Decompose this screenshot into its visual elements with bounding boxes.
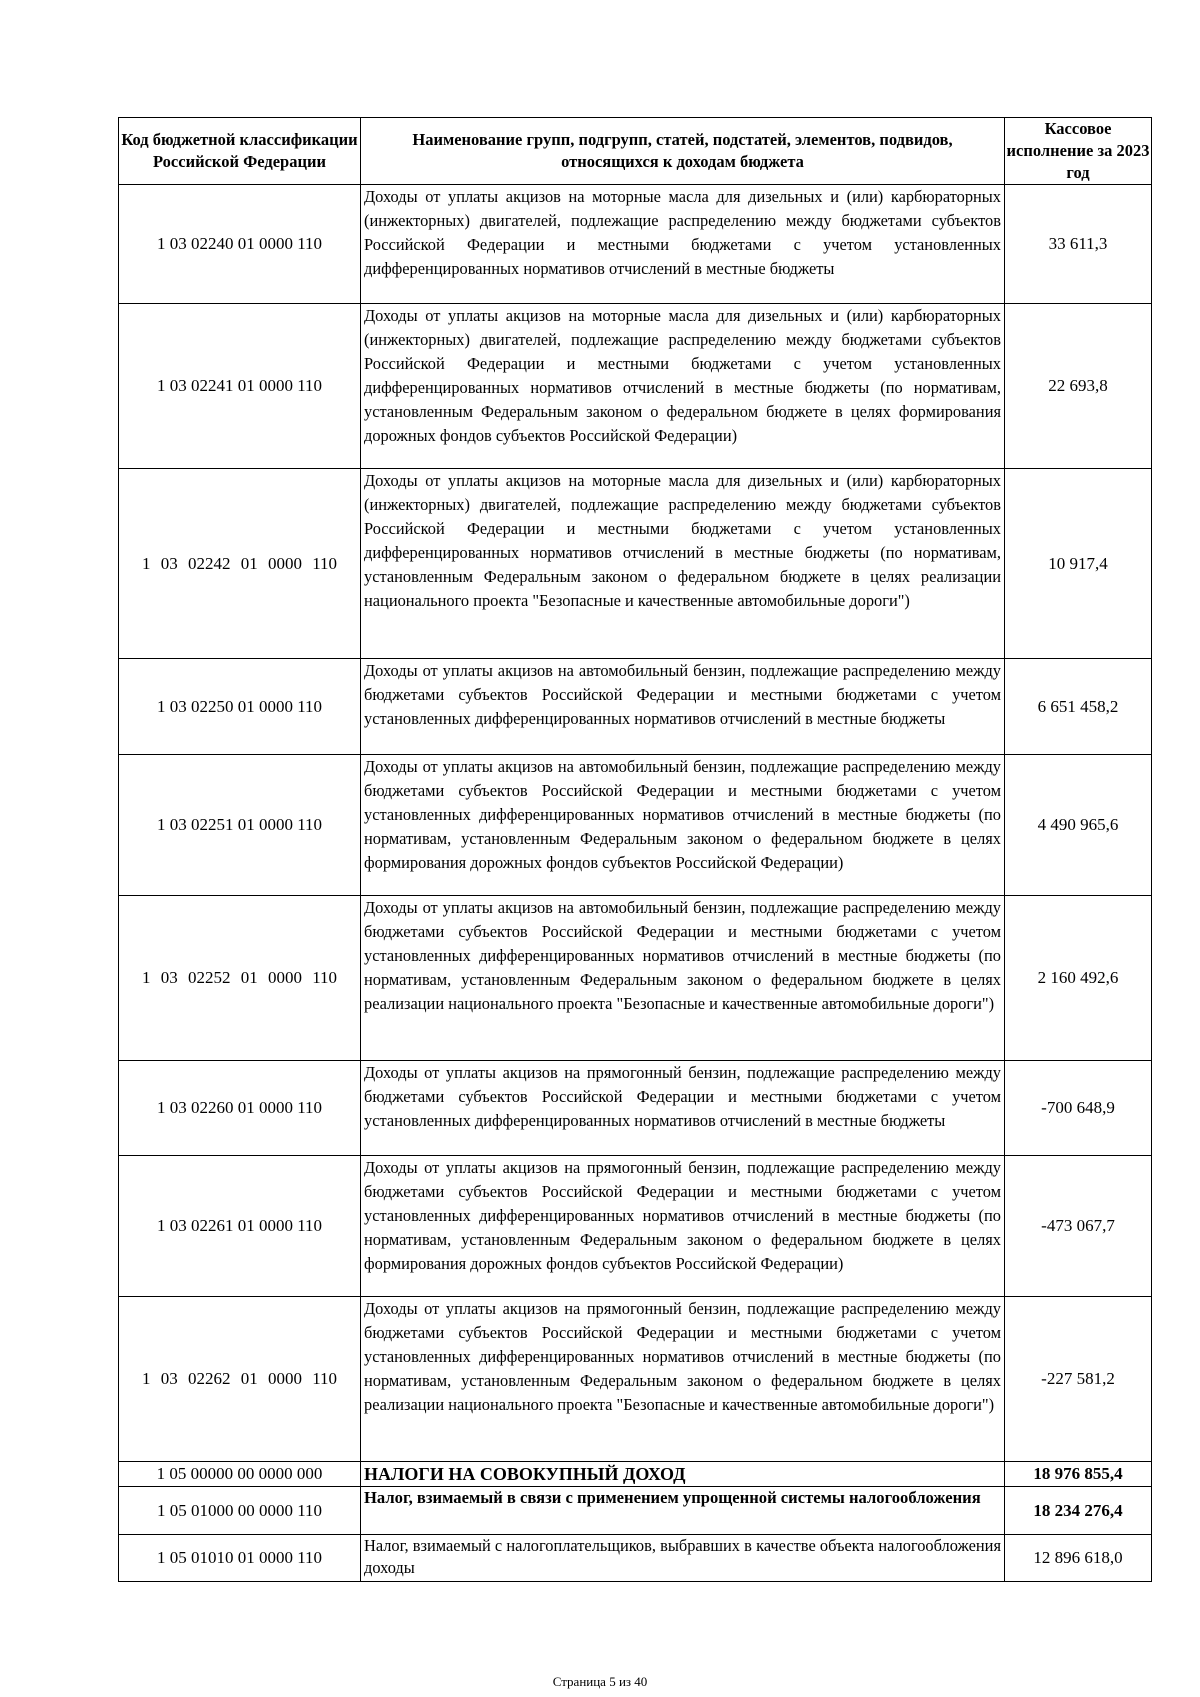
row-code: 1 03 02262 01 0000 110: [119, 1297, 361, 1462]
row-amount: -700 648,9: [1005, 1061, 1152, 1156]
table-row: [119, 1156, 1152, 1297]
row-name: Доходы от уплаты акцизов на моторные масла для дизельных и (или) карбюраторных (инжекторных) двигателей, подлежащие распределению между бюджетами субъектов Российской Федерации и местными бюджетами с учетом установленных дифференцированных нормативов отчислений в местные бюджеты (по нормативам, установленным Федеральным законом о федеральном бюджете в целях реализации национального проекта "Безопасные и качественные автомобильные дороги"): [361, 469, 1005, 659]
row-code: 1 05 01000 00 0000 110: [119, 1487, 361, 1535]
row-name: Доходы от уплаты акцизов на автомобильный бензин, подлежащие распределению между бюджетами субъектов Российской Федерации и местными бюджетами с учетом установленных дифференцированных нормативов отчислений в местные бюджеты (по нормативам, установленным Федеральным законом о федеральном бюджете в целях реализации национального проекта "Безопасные и качественные автомобильные дороги"): [361, 896, 1005, 1061]
row-amount: 6 651 458,2: [1005, 659, 1152, 755]
row-amount: 12 896 618,0: [1005, 1535, 1152, 1582]
row-code: 1 03 02240 01 0000 110: [119, 185, 361, 304]
header-name: Наименование групп, подгрупп, статей, подстатей, элементов, подвидов, относящихся к доходам бюджета: [361, 118, 1005, 185]
row-code: 1 03 02242 01 0000 110: [119, 469, 361, 659]
row-amount: 4 490 965,6: [1005, 755, 1152, 896]
page-number: Страница 5 из 40: [552, 1674, 648, 1689]
row-amount: -227 581,2: [1005, 1297, 1152, 1462]
row-name: Доходы от уплаты акцизов на автомобильный бензин, подлежащие распределению между бюджетами субъектов Российской Федерации и местными бюджетами с учетом установленных дифференцированных нормативов отчислений в местные бюджеты (по нормативам, установленным Федеральным законом о федеральном бюджете в целях формирования дорожных фондов субъектов Российской Федерации): [361, 755, 1005, 896]
row-code: 1 03 02260 01 0000 110: [119, 1061, 361, 1156]
row-code: 1 05 00000 00 0000 000: [119, 1462, 361, 1487]
revenue-table: [118, 117, 1152, 1582]
table-row: [119, 469, 1152, 659]
row-code: 1 03 02261 01 0000 110: [119, 1156, 361, 1297]
row-name: Доходы от уплаты акцизов на автомобильный бензин, подлежащие распределению между бюджетами субъектов Российской Федерации и местными бюджетами с учетом установленных дифференцированных нормативов отчислений в местные бюджеты: [361, 659, 1005, 755]
row-amount: 18 976 855,4: [1005, 1462, 1152, 1487]
table-row: [119, 1462, 1152, 1487]
row-name: НАЛОГИ НА СОВОКУПНЫЙ ДОХОД: [361, 1462, 1005, 1487]
table-row: [119, 659, 1152, 755]
row-amount: 33 611,3: [1005, 185, 1152, 304]
row-code: 1 05 01010 01 0000 110: [119, 1535, 361, 1582]
row-amount: 2 160 492,6: [1005, 896, 1152, 1061]
row-name: Налог, взимаемый в связи с применением упрощенной системы налогообложения: [361, 1487, 1005, 1535]
table-row: [119, 1061, 1152, 1156]
row-amount: -473 067,7: [1005, 1156, 1152, 1297]
table-row: [119, 1487, 1152, 1535]
row-amount: 10 917,4: [1005, 469, 1152, 659]
header-code: Код бюджетной классификации Российской Федерации: [119, 118, 361, 185]
row-code: 1 03 02251 01 0000 110: [119, 755, 361, 896]
table-row: [119, 896, 1152, 1061]
table-row: [119, 1535, 1152, 1582]
row-name: Доходы от уплаты акцизов на прямогонный бензин, подлежащие распределению между бюджетами субъектов Российской Федерации и местными бюджетами с учетом установленных дифференцированных нормативов отчислений в местные бюджеты: [361, 1061, 1005, 1156]
row-code: 1 03 02252 01 0000 110: [119, 896, 361, 1061]
row-name: Налог, взимаемый с налогоплательщиков, выбравших в качестве объекта налогообложения доходы: [361, 1535, 1005, 1582]
table-header-row: [119, 118, 1152, 185]
row-amount: 22 693,8: [1005, 304, 1152, 469]
row-code: 1 03 02241 01 0000 110: [119, 304, 361, 469]
row-amount: 18 234 276,4: [1005, 1487, 1152, 1535]
row-name: Доходы от уплаты акцизов на прямогонный бензин, подлежащие распределению между бюджетами субъектов Российской Федерации и местными бюджетами с учетом установленных дифференцированных нормативов отчислений в местные бюджеты (по нормативам, установленным Федеральным законом о федеральном бюджете в целях формирования дорожных фондов субъектов Российской Федерации): [361, 1156, 1005, 1297]
table-row: [119, 1297, 1152, 1462]
table-row: [119, 185, 1152, 304]
row-name: Доходы от уплаты акцизов на прямогонный бензин, подлежащие распределению между бюджетами субъектов Российской Федерации и местными бюджетами с учетом установленных дифференцированных нормативов отчислений в местные бюджеты (по нормативам, установленным Федеральным законом о федеральном бюджете в целях реализации национального проекта "Безопасные и качественные автомобильные дороги"): [361, 1297, 1005, 1462]
table-row: [119, 304, 1152, 469]
table-row: [119, 755, 1152, 896]
row-name: Доходы от уплаты акцизов на моторные масла для дизельных и (или) карбюраторных (инжекторных) двигателей, подлежащие распределению между бюджетами субъектов Российской Федерации и местными бюджетами с учетом установленных дифференцированных нормативов отчислений в местные бюджеты (по нормативам, установленным Федеральным законом о федеральном бюджете в целях формирования дорожных фондов субъектов Российской Федерации): [361, 304, 1005, 469]
header-amount: Кассовое исполнение за 2023 год: [1005, 118, 1152, 185]
row-name: Доходы от уплаты акцизов на моторные масла для дизельных и (или) карбюраторных (инжекторных) двигателей, подлежащие распределению между бюджетами субъектов Российской Федерации и местными бюджетами с учетом установленных дифференцированных нормативов отчислений в местные бюджеты: [361, 185, 1005, 304]
row-code: 1 03 02250 01 0000 110: [119, 659, 361, 755]
